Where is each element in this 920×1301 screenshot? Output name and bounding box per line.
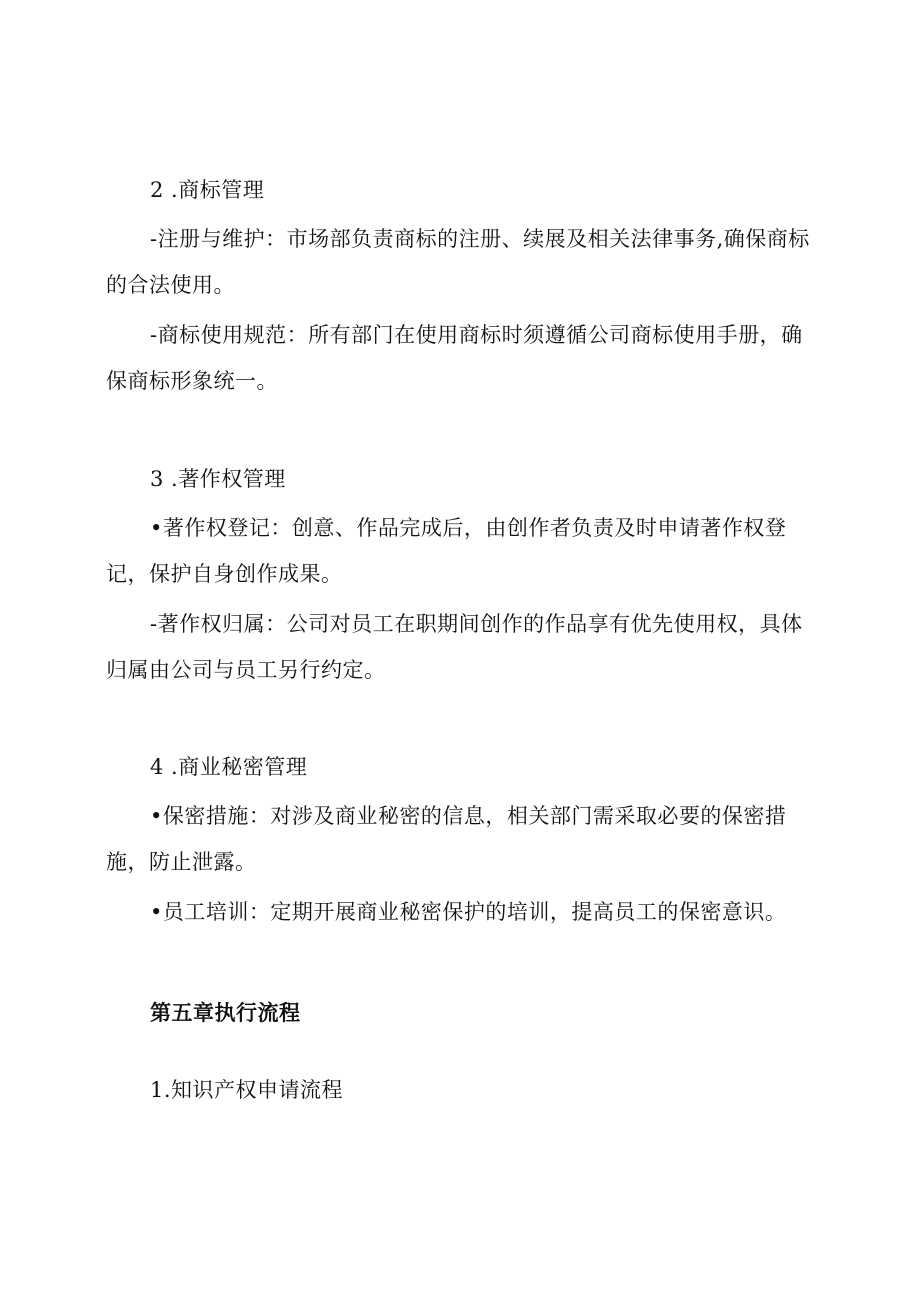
paragraph-line: -著作权归属：公司对员工在职期间创作的作品享有优先使用权，具体 [150,612,803,636]
paragraph-line: 记，保护自身创作成果。 [106,562,343,586]
paragraph-line: 施，防止泄露。 [106,850,257,874]
paragraph-line: •员工培训：定期开展商业秘密保护的培训，提高员工的保密意识。 [150,900,787,924]
section-heading-copyright: 3 .著作权管理 [150,467,286,491]
paragraph-line: •著作权登记：创意、作品完成后，由创作者负责及时申请著作权登 [150,516,787,540]
paragraph-line: •保密措施：对涉及商业秘密的信息，相关部门需采取必要的保密措 [150,804,787,828]
paragraph-line: 归属由公司与员工另行约定。 [106,658,386,682]
paragraph-line: 的合法使用。 [106,273,235,297]
subsection-title: 1.知识产权申请流程 [150,1078,344,1102]
chapter-title: 第五章执行流程 [150,1001,301,1025]
section-heading-trademark: 2 .商标管理 [150,178,265,202]
paragraph-line: -注册与维护：市场部负责商标的注册、续展及相关法律事务,确保商标 [150,227,810,251]
section-heading-trade-secret: 4 .商业秘密管理 [150,755,308,779]
paragraph-line: -商标使用规范：所有部门在使用商标时须遵循公司商标使用手册，确 [150,323,803,347]
paragraph-line: 保商标形象统一。 [106,369,278,393]
